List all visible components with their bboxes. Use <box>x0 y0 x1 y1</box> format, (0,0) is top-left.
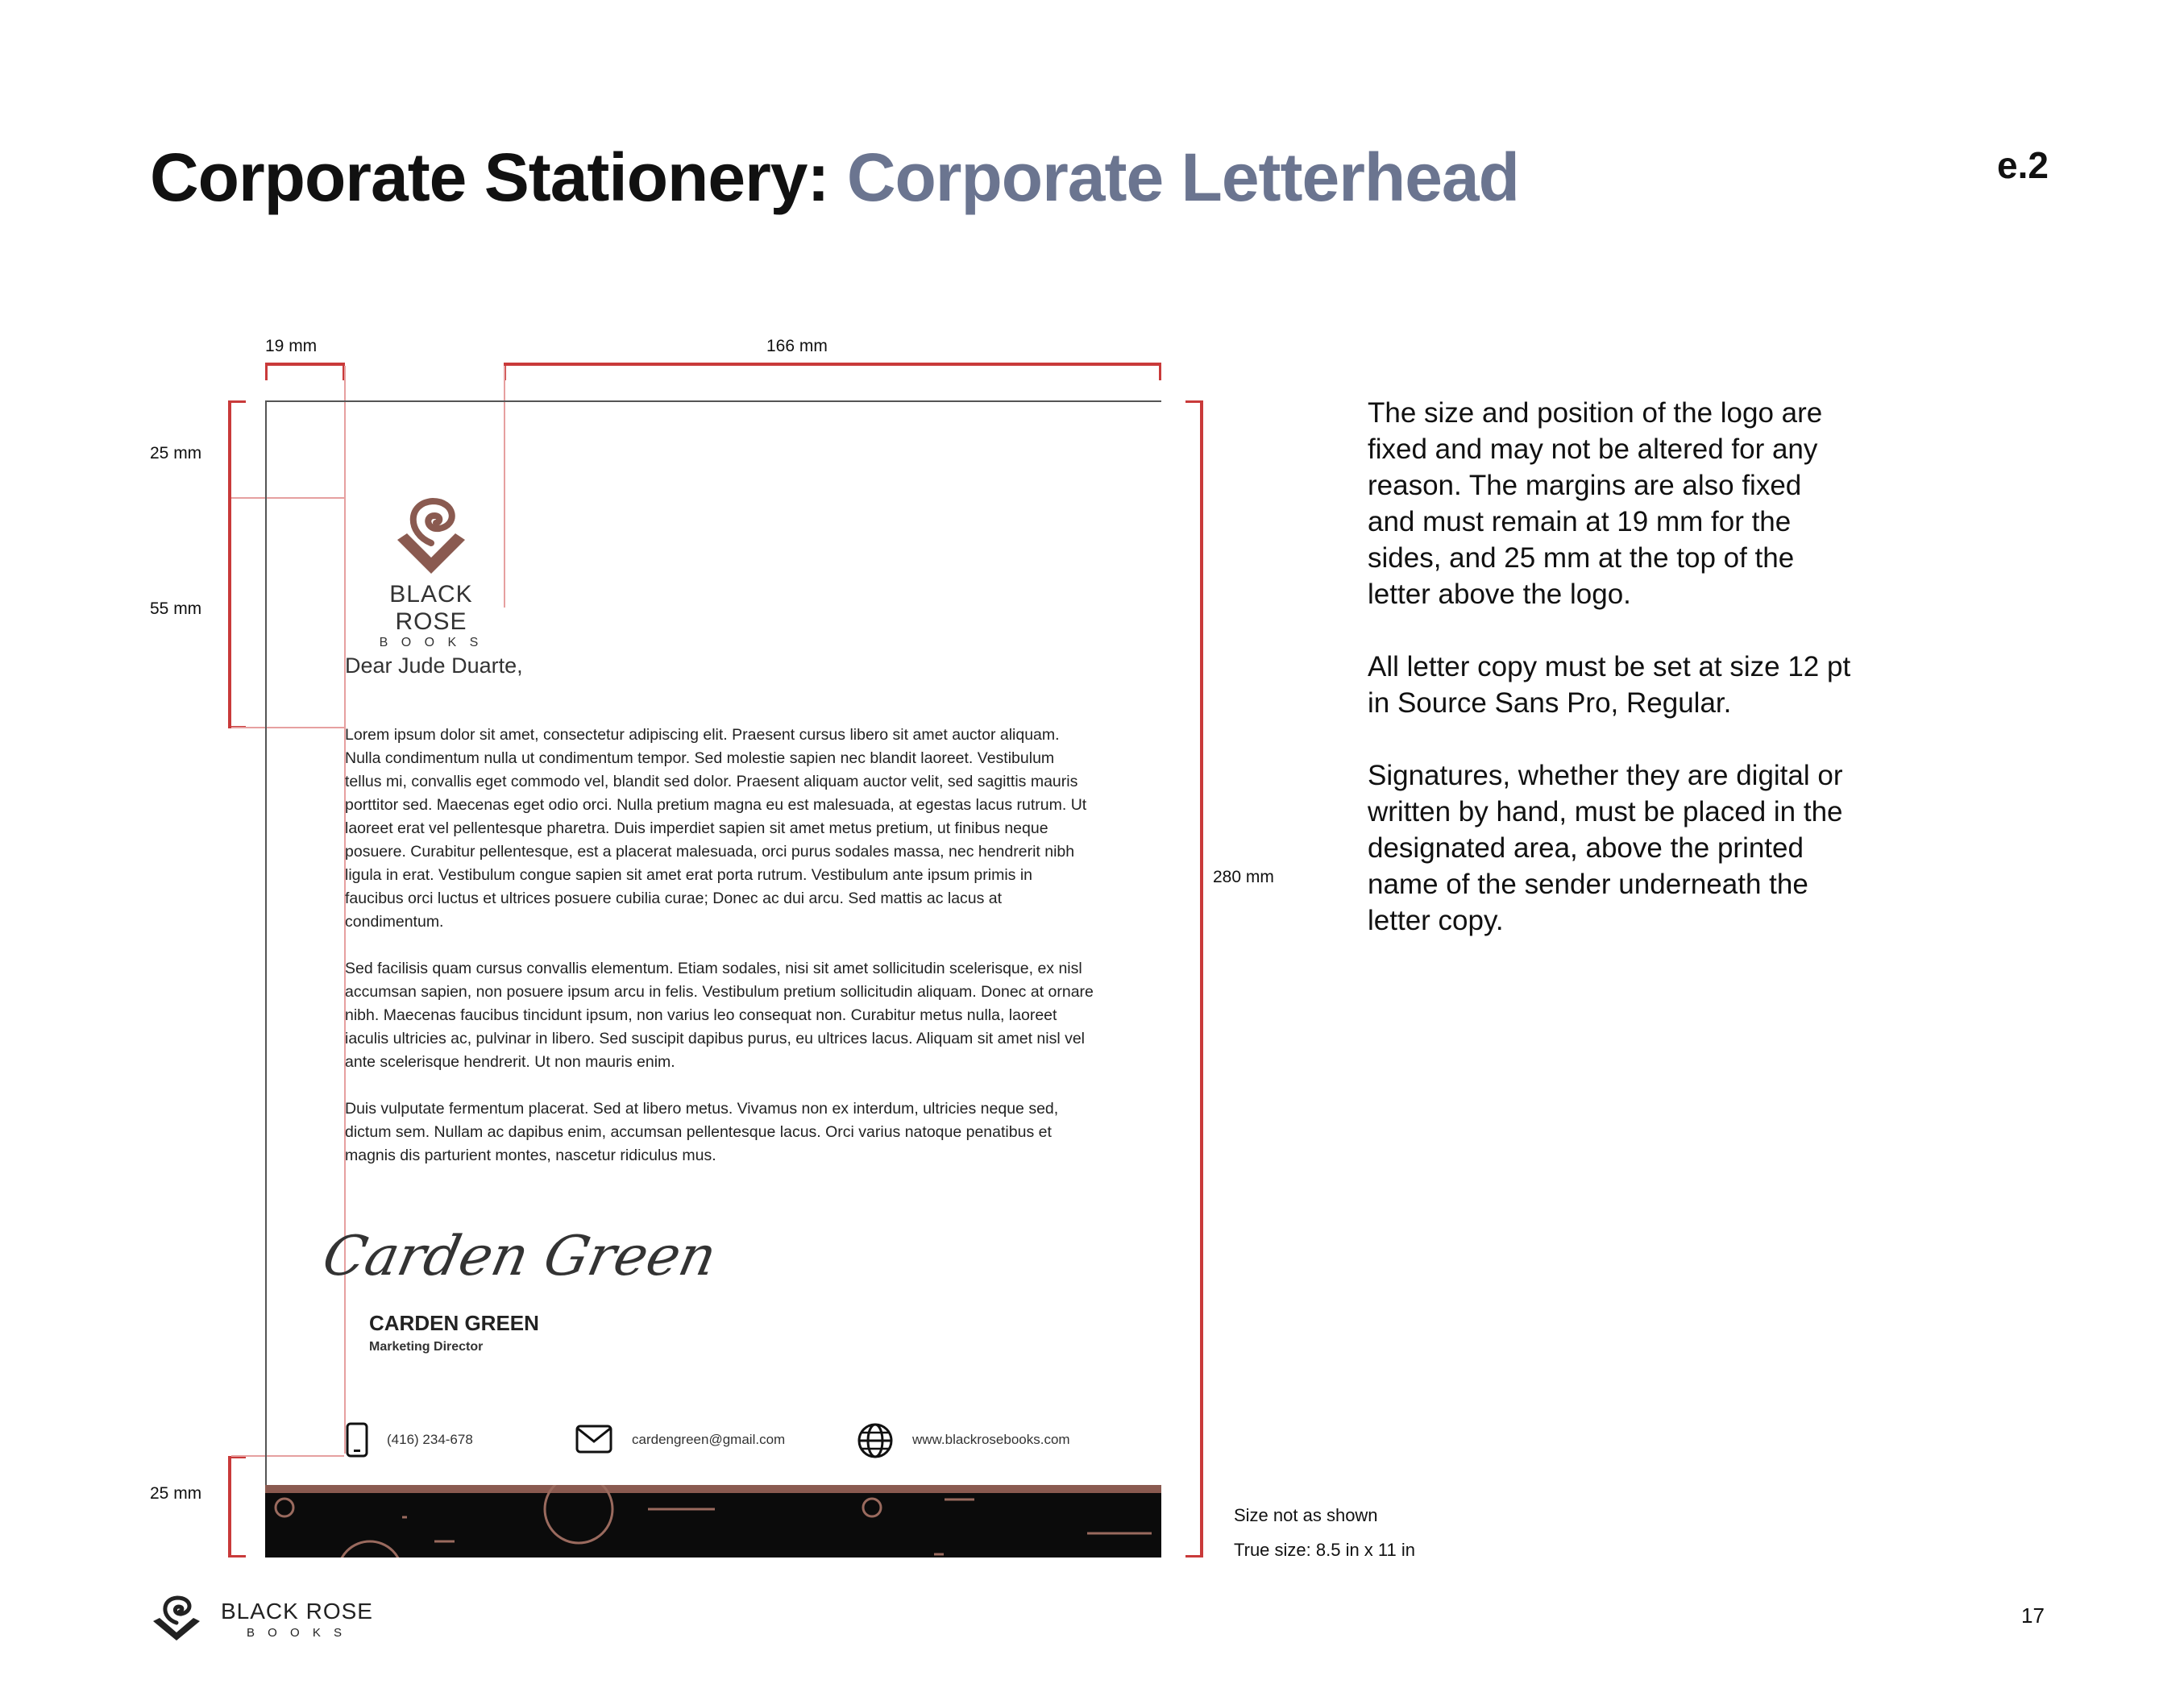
dim-left-top-line <box>228 400 231 728</box>
description-paragraph-3: Signatures, whether they are digital or written by hand, must be placed in the designated area, above the printed name of the sender underneath the letter copy. <box>1368 760 1843 936</box>
rose-logo-icon <box>150 1594 203 1644</box>
letter-logo-sub: B O O K S <box>379 636 484 649</box>
footer-logo-name: BLACK ROSE <box>221 1599 373 1624</box>
dim-tick <box>1185 400 1203 403</box>
dim-tick <box>228 400 246 403</box>
contact-phone: (416) 234-678 <box>387 1432 473 1447</box>
dim-tick <box>1185 1555 1203 1557</box>
section-code: e.2 <box>1997 144 2049 186</box>
description <box>1368 395 1851 975</box>
true-size-note: True size: 8.5 in x 11 in <box>1234 1540 1415 1560</box>
letter-paragraph-2: Sed facilisis quam cursus convallis elementum. Etiam sodales, nisi sit amet sollicitudin scelerisque, ex nisl accumsan sapien, non posuere ipsum arcu in felis. Vestibulum pretium sollicitudin aliquam. Donec at ornare nibh. Maecenas faucibus tincidunt ipsum, non varius leo consequat non. Curabitur metus nulla, laoreet iaculis ultricies ac, pulvinar in libero. Sed suscipit dapibus purus, eu ultrices lacus. Aliquam sit amet nisl vel ante scelerisque hendrerit. Ut non mauris enim. <box>345 960 1094 1071</box>
sender-title: Marketing Director <box>369 1340 484 1354</box>
title-accent: Corporate Letterhead <box>846 139 1519 215</box>
dim-logo-area-label: 55 mm <box>150 599 202 618</box>
contact-row <box>345 1422 1151 1458</box>
page-number: 17 <box>2021 1603 2045 1628</box>
mail-icon <box>575 1424 612 1454</box>
sender-name: CARDEN GREEN <box>369 1311 539 1335</box>
dim-bottom-margin-label: 25 mm <box>150 1484 202 1503</box>
contact-email: cardengreen@gmail.com <box>632 1432 786 1447</box>
dim-tick <box>228 1555 246 1557</box>
size-note: Size not as shown <box>1234 1505 1378 1525</box>
footer-logo <box>150 1594 384 1650</box>
dim-content-width-label: 166 mm <box>766 337 828 355</box>
rose-logo-icon <box>383 493 480 582</box>
dim-tick <box>1159 363 1161 380</box>
dim-content-width-line <box>504 363 1161 366</box>
description-paragraph-2: All letter copy must be set at size 12 pt in Source Sans Pro, Regular. <box>1368 651 1851 719</box>
dim-left-bottom-line <box>228 1456 231 1557</box>
title-main: Corporate Stationery: <box>150 139 829 215</box>
description-paragraph-1: The size and position of the logo are fixed and may not be altered for any reason. The margins are also fixed and must remain at 19 mm for the sides, and 25 mm at the top of the letter above the logo. <box>1368 397 1823 610</box>
dim-side-margin-label: 19 mm <box>265 337 318 355</box>
letter-salutation: Dear Jude Duarte, <box>345 653 523 678</box>
footer-logo-sub: B O O K S <box>247 1626 347 1640</box>
dim-top-margin-label: 25 mm <box>150 444 202 462</box>
dim-tick <box>265 363 268 380</box>
letter-paragraph-3: Duis vulputate fermentum placerat. Sed at libero metus. Vivamus non ex interdum, ultricies neque sed, dictum sem. Nullam ac dapibus enim, accumsan pellentesque lacus. Orci varius natoque penatibus et magnis dis parturient montes, nascetur ridiculus mus. <box>345 1100 1059 1164</box>
letter-paragraph-1: Lorem ipsum dolor sit amet, consectetur adipiscing elit. Praesent cursus libero sit amet auctor aliquam. Nulla condimentum nulla ut condimentum tempor. Sed molestie sapien nec blandit laoreet. Vestibulum tellus mi, convallis eget commodo vel, blandit sed dolor. Praesent aliquam auctor velit, sed sagittis mauris porttitor sed. Maecenas eget odio orci. Nulla pretium magna eu est malesuada, at egestas lacus rutrum. Ut laoreet erat vel pellentesque pharetra. Duis imperdiet sapien sit amet metus pretium, ut finibus neque posuere. Curabitur pellentesque, est a placerat malesuada, orci purus sodales massa, nec hendrerit nibh ligula in erat. Vestibulum congue sapien sit amet erat porta rutrum. Vestibulum ante ipsum primis in faucibus orci luctus et ultrices posuere cubilia curae; Donec ac dui arcu. Sed mattis ac lacus at condimentum. <box>345 726 1087 931</box>
signature: Carden Green <box>317 1225 722 1288</box>
contact-website: www.blackrosebooks.com <box>912 1432 1070 1447</box>
dim-side-margin-line <box>265 363 345 366</box>
dim-height-line <box>1200 400 1203 1557</box>
globe-icon <box>857 1422 894 1459</box>
page-title <box>150 139 1519 217</box>
phone-icon <box>345 1422 369 1458</box>
letterhead-footer-band <box>265 1485 1161 1557</box>
letter-logo <box>359 493 504 650</box>
dim-height-label: 280 mm <box>1213 868 1274 886</box>
letter-logo-name: BLACK ROSE <box>389 581 473 635</box>
footer-pattern <box>265 1485 1161 1557</box>
